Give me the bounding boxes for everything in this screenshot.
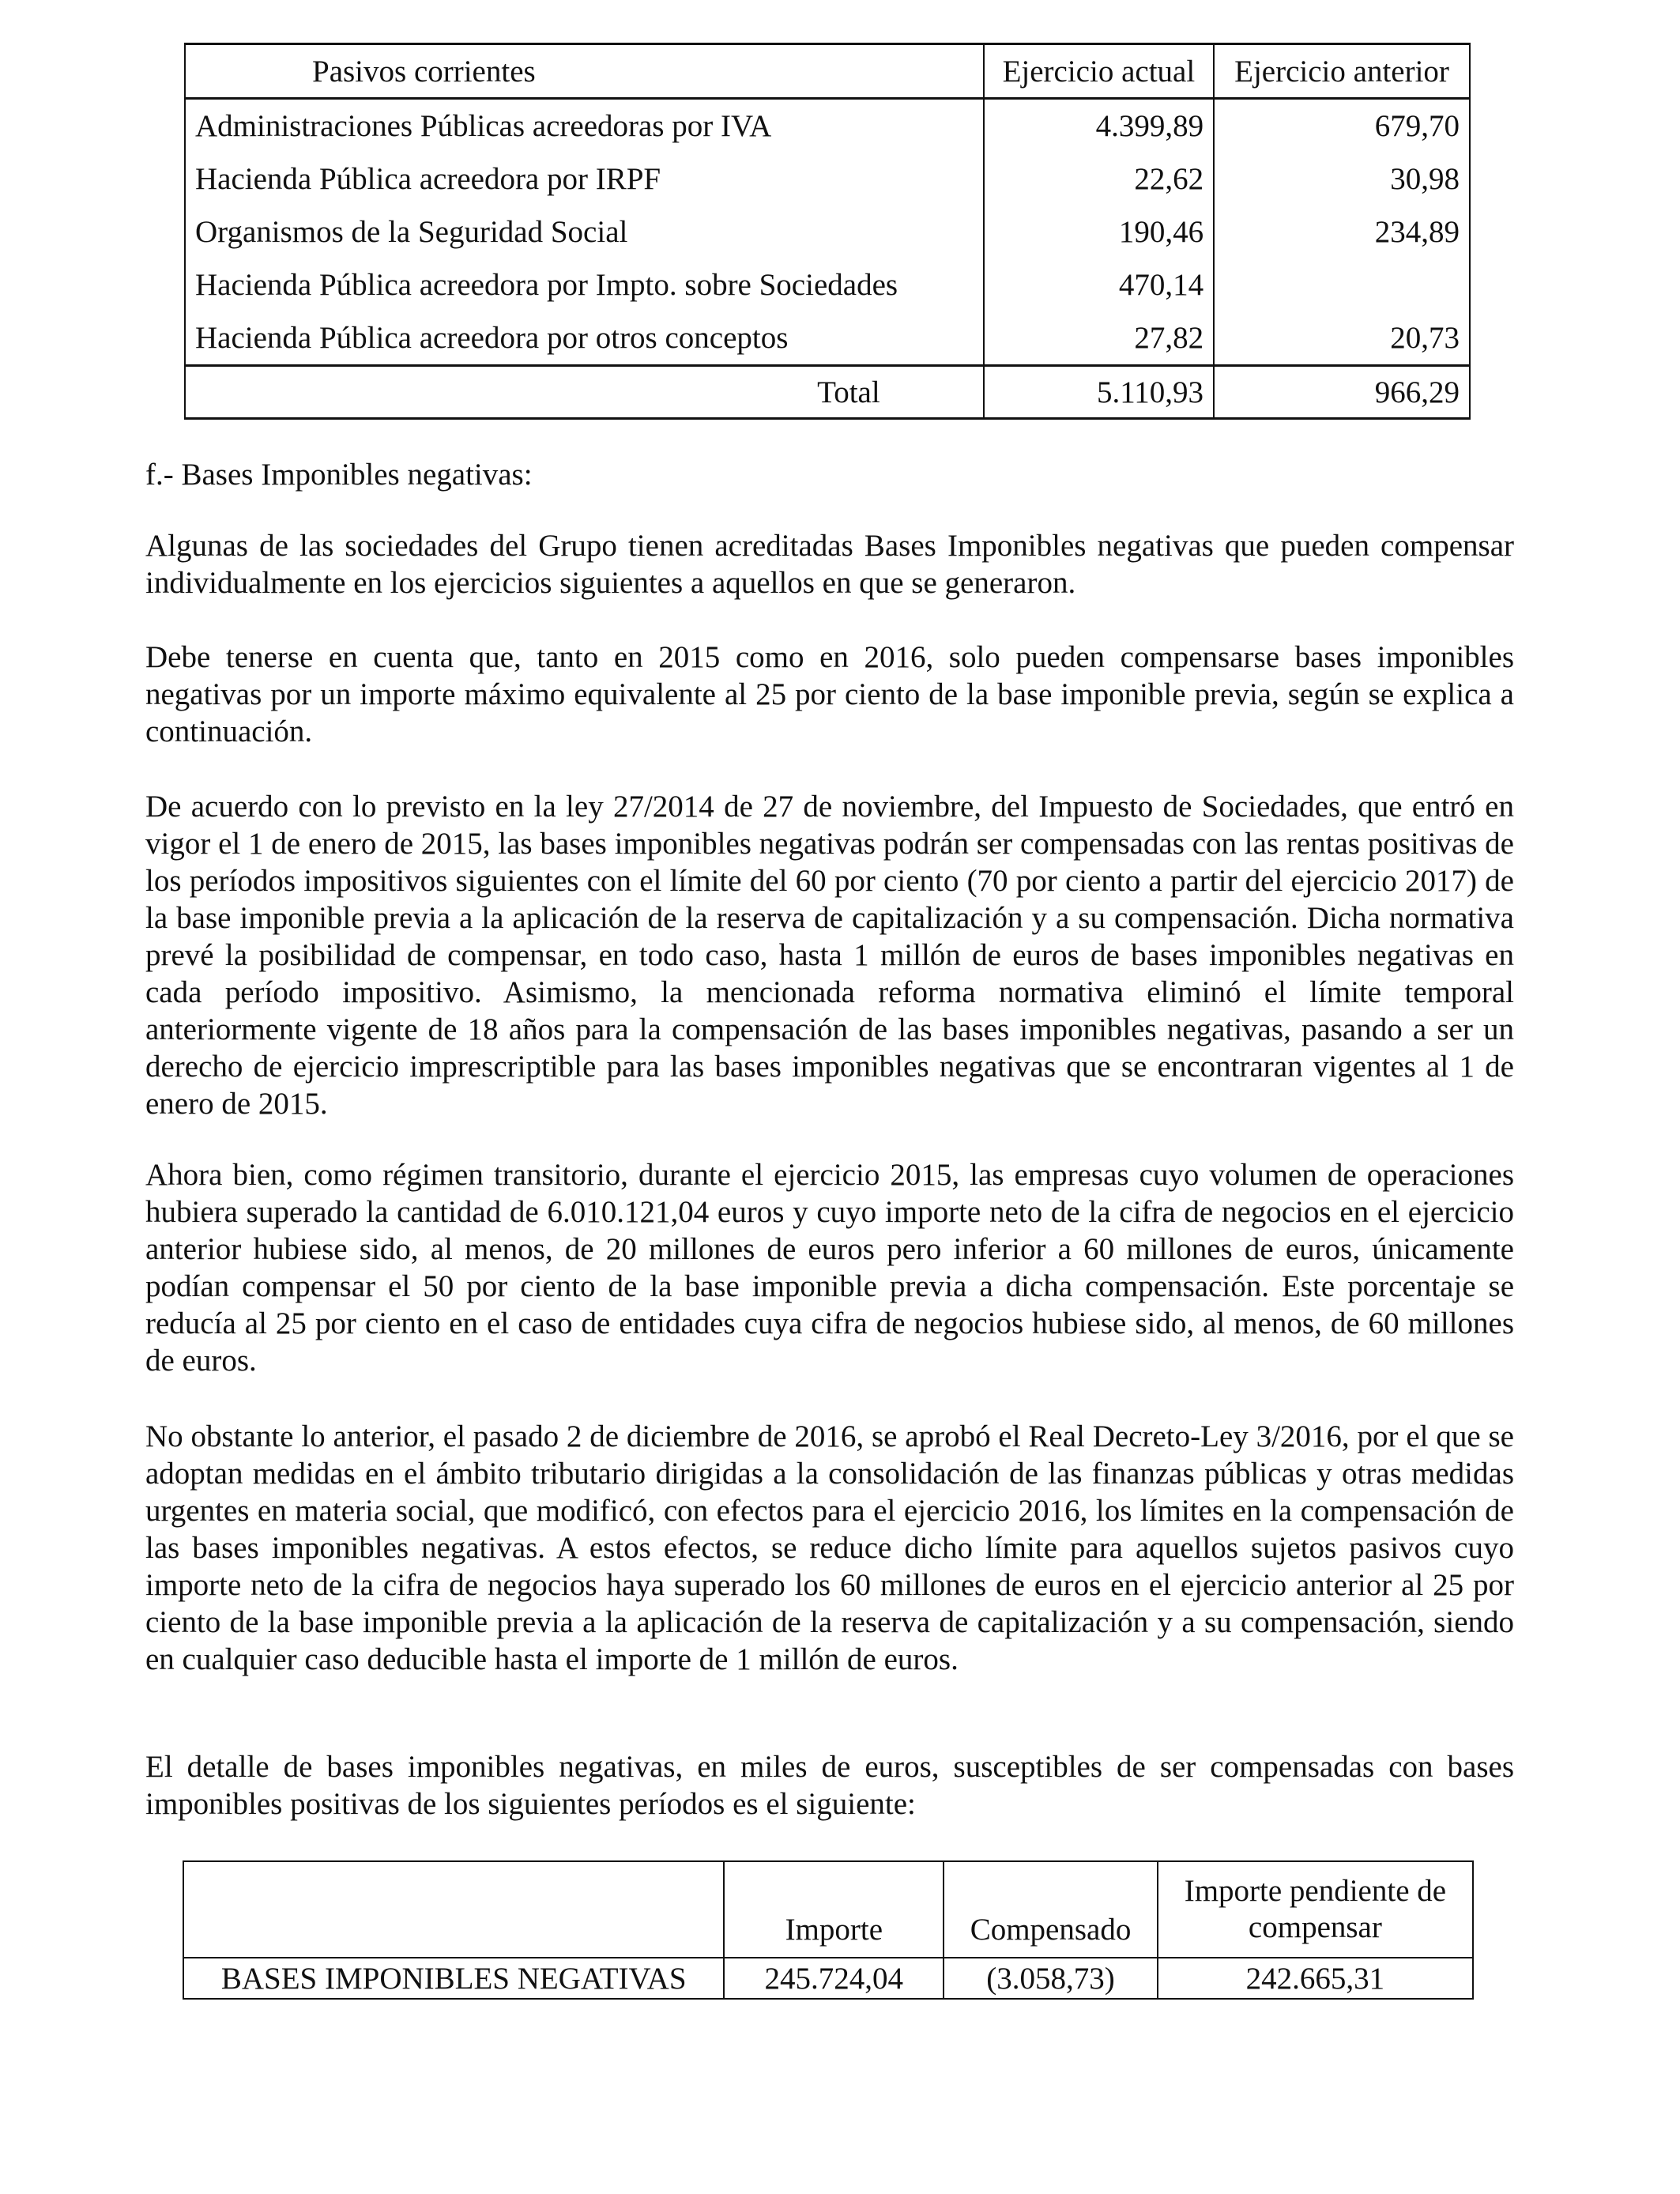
row-actual: 4.399,89 (984, 99, 1214, 153)
paragraph-5: No obstante lo anterior, el pasado 2 de diciembre de 2016, se aprobó el Real Decreto-Ley 3/2016, por el que se adoptan medidas en el ámbito tributario dirigidas a la consolidación de las finanzas públicas y otras medidas urgentes en materia social, que modificó, con efectos para el ejercicio 2016, los límites en la compensación de las bases imponibles negativas. A estos efectos, se reduce dicho límite para aquellos sujetos pasivos cuyo importe neto de la cifra de negocios haya superado los 60 millones de euros en el ejercicio anterior al 25 por ciento de la base imponible previa a la aplicación de la reserva de capitalización y a su compensación, siendo en cualquier caso deducible hasta el importe de 1 millón de euros. (145, 1419, 1514, 1676)
row-label: Hacienda Pública acreedora por IRPF (195, 162, 661, 196)
row-actual: 190,46 (984, 205, 1214, 258)
row-anterior: 679,70 (1214, 99, 1470, 153)
header-ejercicio-anterior: Ejercicio anterior (1214, 44, 1470, 99)
table-row (185, 311, 1470, 366)
header-importe: Importe (724, 1861, 944, 1958)
table-header-row (183, 1861, 1473, 1958)
table-total-row (185, 366, 1470, 419)
table-row (183, 1958, 1473, 1999)
paragraph-1: Algunas de las sociedades del Grupo tienen acreditadas Bases Imponibles negativas que pueden compensar individualmente en los ejercicios siguientes a aquellos en que se generaron. (145, 529, 1514, 600)
row-importe: 245.724,04 (724, 1958, 944, 1999)
row-label: Hacienda Pública acreedora por Impto. sobre Sociedades (195, 268, 898, 302)
row-actual: 22,62 (984, 153, 1214, 205)
row-compensado: (3.058,73) (944, 1958, 1158, 1999)
table-header-row (185, 44, 1470, 99)
row-label: Organismos de la Seguridad Social (195, 215, 628, 249)
row-anterior: 234,89 (1214, 205, 1470, 258)
tax-loss-table (183, 1860, 1474, 2000)
row-anterior: 20,73 (1214, 311, 1470, 366)
paragraph-2: Debe tenerse en cuenta que, tanto en 2015 como en 2016, solo pueden compensarse bases imponibles negativas por un importe máximo equivalente al 25 por ciento de la base imponible previa, según se explica a continuación. (145, 640, 1514, 748)
row-pendiente: 242.665,31 (1158, 1958, 1473, 1999)
paragraph-6: El detalle de bases imponibles negativas, en miles de euros, susceptibles de ser compensadas con bases imponibles positivas de los siguientes períodos es el siguiente: (145, 1750, 1514, 1821)
header-importe-pendiente-text: Importe pendiente de compensar (1184, 1874, 1447, 1944)
row-label: Hacienda Pública acreedora por otros conceptos (195, 321, 789, 355)
table-row (185, 153, 1470, 205)
table-row (185, 205, 1470, 258)
header-ejercicio-actual: Ejercicio actual (984, 44, 1214, 99)
row-anterior: 30,98 (1214, 153, 1470, 205)
table-row (185, 258, 1470, 311)
total-label: Total (185, 366, 984, 419)
paragraph-4: Ahora bien, como régimen transitorio, durante el ejercicio 2015, las empresas cuyo volumen de operaciones hubiera superado la cantidad de 6.010.121,04 euros y cuyo importe neto de la cifra de negocios en el ejercicio anterior hubiese sido, al menos, de 20 millones de euros pero inferior a 60 millones de euros, únicamente podían compensar el 50 por ciento de la base imponible previa a dicha compensación. Este porcentaje se reducía al 25 por ciento en el caso de entidades cuya cifra de negocios hubiese sido, al menos, de 60 millones de euros. (145, 1158, 1514, 1378)
header-compensado: Compensado (944, 1861, 1158, 1958)
total-actual: 5.110,93 (984, 366, 1214, 419)
paragraph-3: De acuerdo con lo previsto en la ley 27/2014 de 27 de noviembre, del Impuesto de Sociedades, que entró en vigor el 1 de enero de 2015, las bases imponibles negativas podrán ser compensadas con las rentas positivas de los períodos impositivos siguientes con el límite del 60 por ciento (70 por ciento a partir del ejercicio 2017) de la base imponible previa a la aplicación de la reserva de capitalización y a su compensación. Dicha normativa prevé la posibilidad de compensar, en todo caso, hasta 1 millón de euros de bases imponibles negativas en cada período impositivo. Asimismo, la mencionada reforma normativa eliminó el límite temporal anteriormente vigente de 18 años para la compensación de las bases imponibles negativas, pasando a ser un derecho de ejercicio imprescriptible para las bases imponibles negativas que se encontraran vigentes al 1 de enero de 2015. (145, 790, 1514, 1121)
row-anterior (1214, 258, 1470, 311)
section-heading: f.- Bases Imponibles negativas: (145, 458, 533, 492)
row-label: Administraciones Públicas acreedoras por IVA (195, 109, 772, 143)
header-empty (183, 1861, 724, 1958)
header-importe-pendiente (1158, 1861, 1473, 1958)
row-actual: 27,82 (984, 311, 1214, 366)
row-actual: 470,14 (984, 258, 1214, 311)
row-label: BASES IMPONIBLES NEGATIVAS (183, 1958, 724, 1999)
total-anterior: 966,29 (1214, 366, 1470, 419)
header-pasivos-corrientes: Pasivos corrientes (185, 44, 984, 99)
table-row (185, 99, 1470, 153)
current-liabilities-table (184, 43, 1471, 420)
